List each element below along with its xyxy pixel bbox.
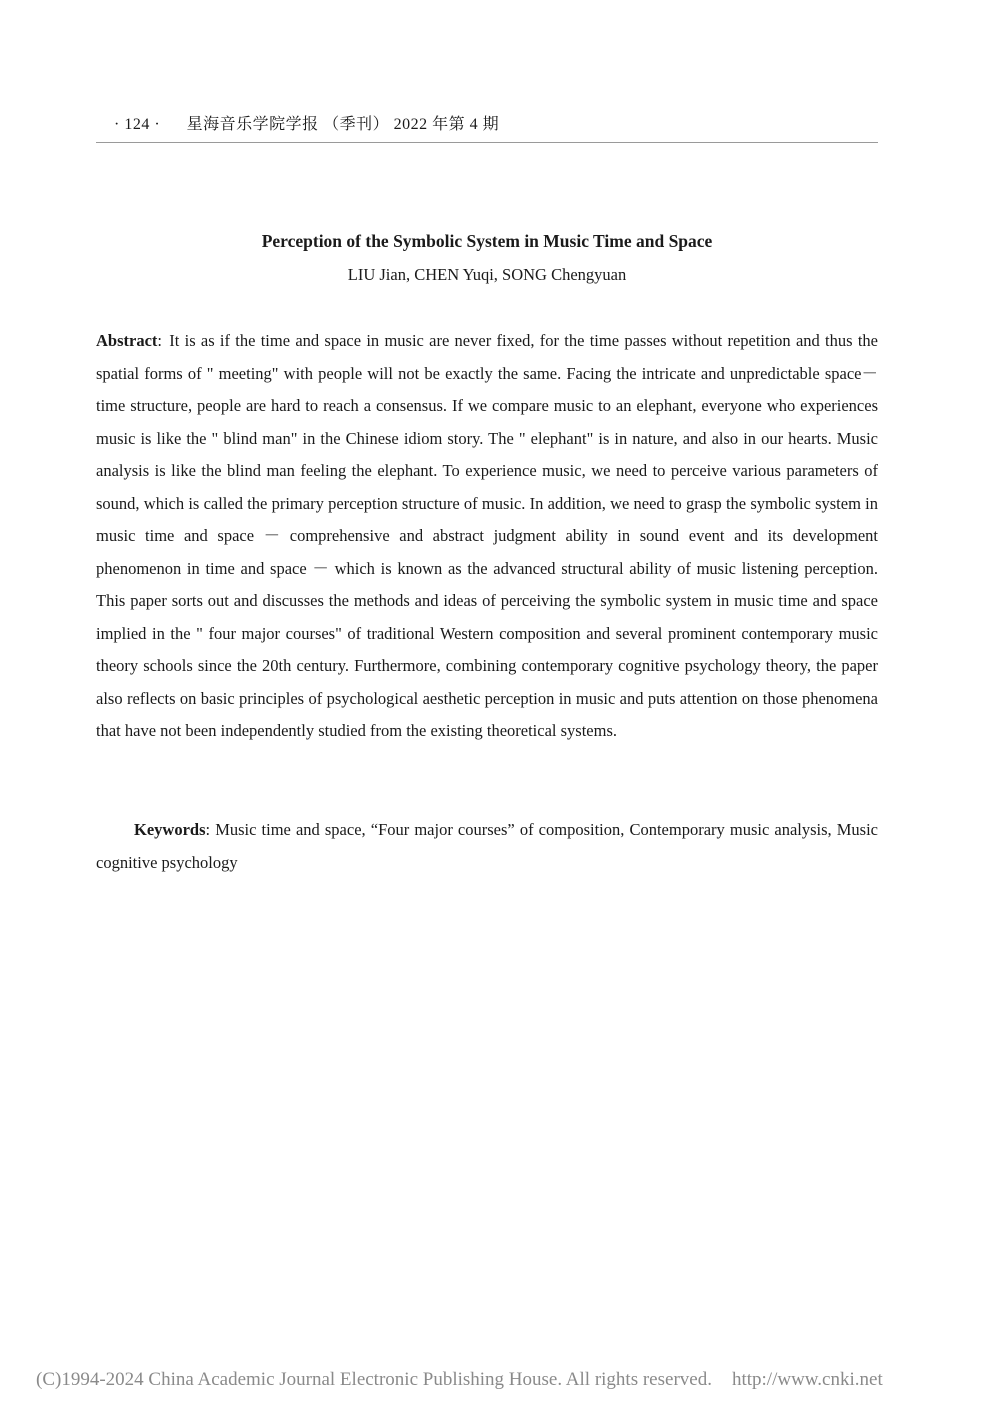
abstract-text: It is as if the time and space in music are never fixed, for the time passes without repetition and thus the spatial forms of " meeting" with people will not be exactly the same. Facing the intricate and unpredictable space－time structure, people are hard to reach a consensus. If we compare music to an elephant, everyone who experiences music is like the " blind man" in the Chinese idiom story. The " elephant" is in nature, and also in our hearts. Music analysis is like the blind man feeling the elephant. To experience music, we need to perceive various parameters of sound, which is called the primary perception structure of music. In addition, we need to grasp the symbolic system in music time and space － comprehensive and abstract judgment ability in sound event and its development phenomenon in time and space － which is known as the advanced structural ability of music listening perception. This paper sorts out and discusses the methods and ideas of perceiving the symbolic system in music time and space implied in the " four major courses" of traditional Western composition and several prominent contemporary music theory schools since the 20th century. Furthermore, combining contemporary cognitive psychology theory, the paper also reflects on basic principles of psychological aesthetic perception in music and puts attention on those phenomena that have not been independently studied from the existing theoretical systems. <box>96 331 878 740</box>
keywords-text: Music time and space, “Four major courses” of composition, Contemporary music analysis, Music cognitive psychology <box>96 820 879 872</box>
abstract-separator: : <box>157 331 162 350</box>
keywords-paragraph <box>96 814 878 879</box>
keywords-label: Keywords <box>134 820 206 839</box>
running-header <box>96 112 878 143</box>
copyright-footer <box>36 1366 926 1394</box>
page-number: · 124 · <box>114 116 161 133</box>
abstract-label: Abstract <box>96 331 158 350</box>
keywords-separator: : <box>205 820 211 839</box>
copyright-text: (C)1994-2024 China Academic Journal Electronic Publishing House. All rights reserved. <box>36 1369 712 1390</box>
paper-authors: LIU Jian, CHEN Yuqi, SONG Chengyuan <box>347 265 627 284</box>
title-block <box>96 229 878 287</box>
journal-name: 星海音乐学院学报 （季刊） 2022 年第 4 期 <box>186 116 500 133</box>
paper-title: Perception of the Symbolic System in Music Time and Space <box>261 231 713 251</box>
footer-url[interactable]: http://www.cnki.net <box>731 1369 883 1390</box>
abstract-paragraph <box>96 325 878 748</box>
